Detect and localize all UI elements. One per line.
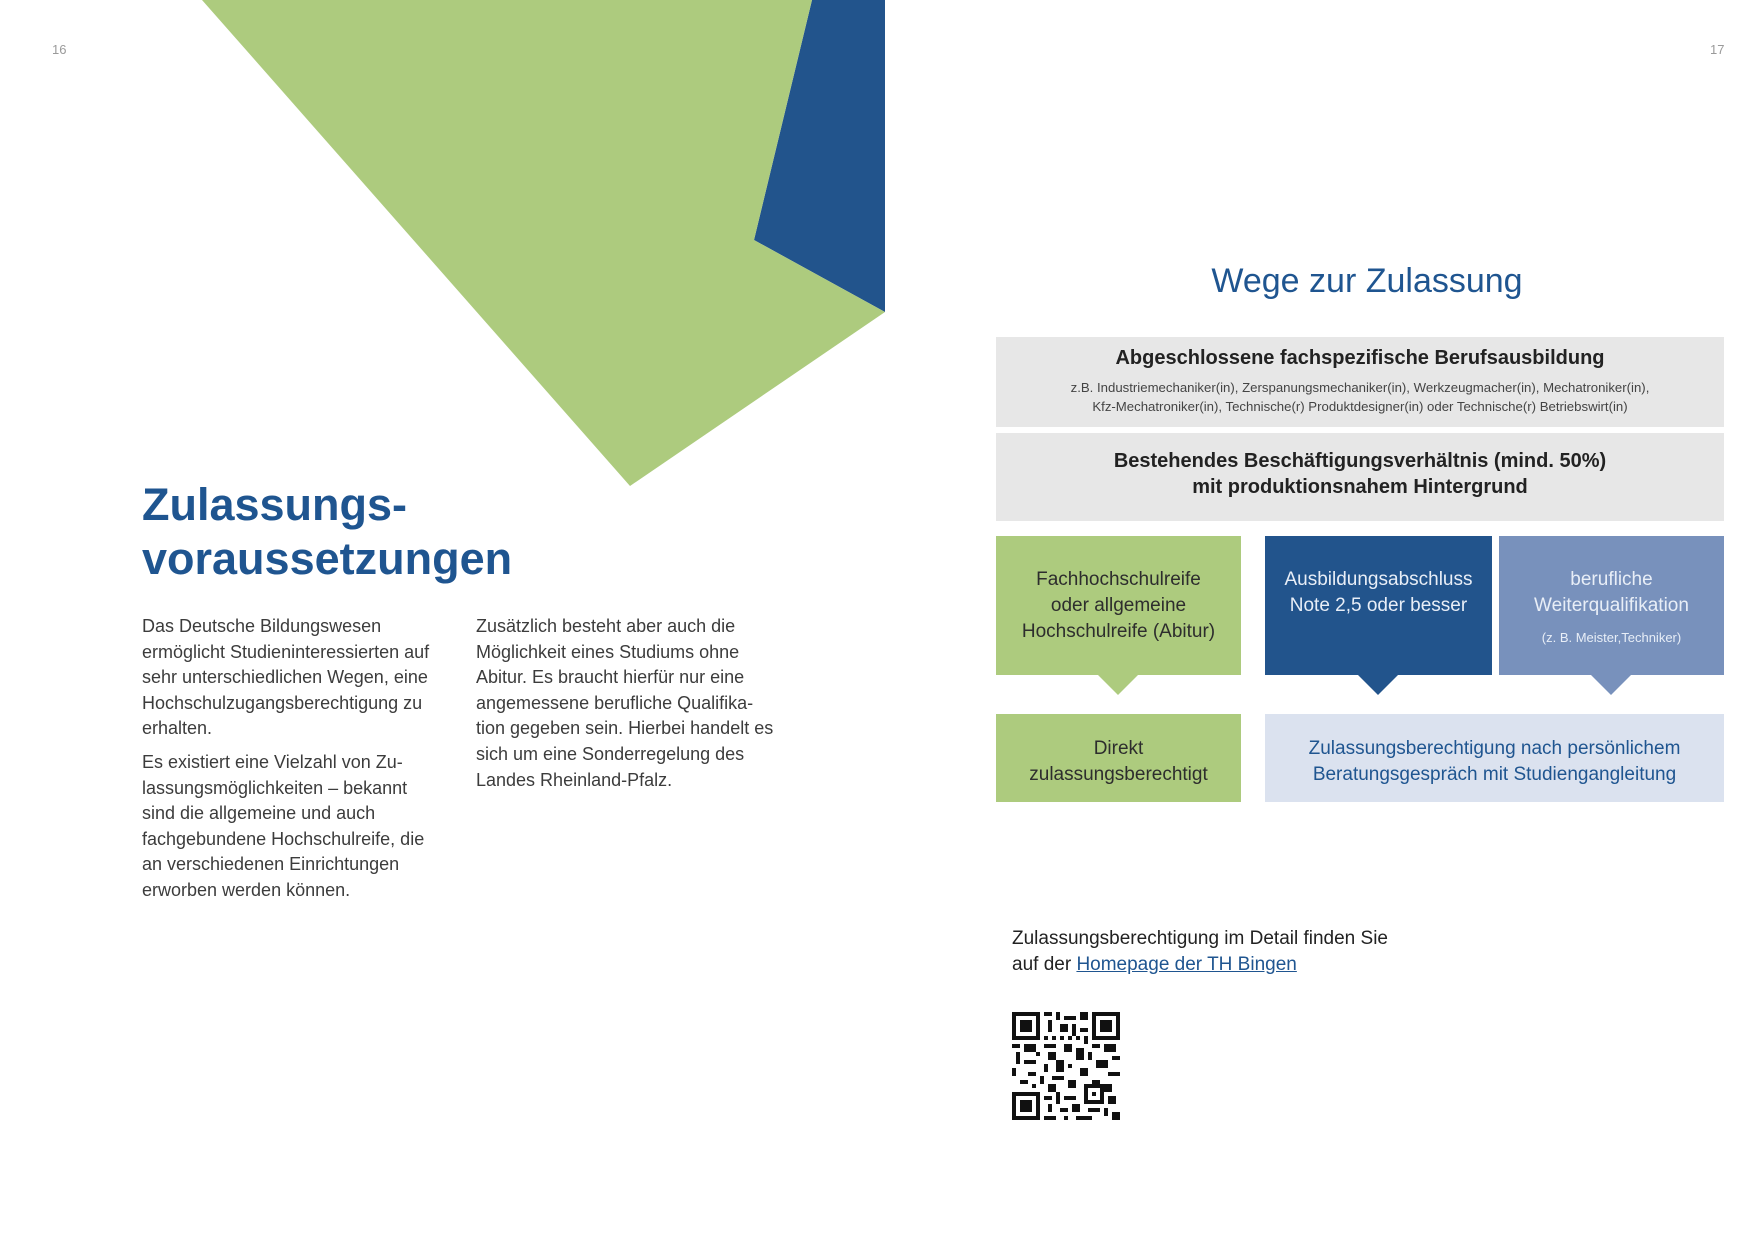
homepage-link[interactable]: Homepage der TH Bingen [1076, 954, 1297, 975]
box-title: Abgeschlossene fachspezifische Berufsausbildung [1115, 347, 1605, 369]
text-column-1 [142, 614, 437, 912]
page-number-left: 16 [52, 42, 67, 57]
consultation-admission-box: Zulassungsberechtigung nach persönlichem Beratungsgespräch mit Studiengangleitung [1265, 714, 1724, 802]
section-title: Wege zur Zulassung [1211, 262, 1523, 300]
page-heading [142, 478, 512, 586]
decorative-shapes [0, 0, 890, 490]
heading-line-1: Zulassungs- [142, 479, 408, 530]
text-column-2 [476, 614, 776, 801]
paragraph: Das Deutsche Bildungswesen ermöglicht Studieninteressierten auf sehr unterschiedlichen Wegen, eine Hochschulzugangsberechtigung zu erhalten. [142, 616, 430, 739]
arrow-down-icon [1591, 675, 1631, 695]
paragraph: Es existiert eine Vielzahl von Zulassungsmöglichkeiten – bekannt sind die allgemeine und auch fachgebundene Hochschulreife, die an verschiedenen Einrichtungen erworben werden können. [142, 751, 425, 900]
paragraph: Zusätzlich besteht aber auch die Möglichkeit eines Studiums ohne Abitur. Es braucht hierfür nur eine angemessene berufliche Qualifikation gegeben sein. Hierbei handelt es sich um eine Sonderregelung des Landes Rheinland-Pfalz. [476, 616, 774, 790]
arrow-down-icon [1358, 675, 1398, 695]
training-grade-box: Ausbildungsabschluss Note 2,5 oder besser [1265, 536, 1492, 675]
school-certificate-box: Fachhochschulreife oder allgemeine Hochschulreife (Abitur) [996, 536, 1241, 675]
page-number-right: 17 [1710, 42, 1725, 57]
qr-code[interactable] [1012, 1012, 1120, 1120]
arrow-down-icon [1098, 675, 1138, 695]
direct-admission-box: Direkt zulassungsberechtigt [996, 714, 1241, 802]
further-qualification-box: berufliche Weiterqualifikation (z. B. Meister,Techniker) [1499, 536, 1724, 675]
vocational-training-box [996, 337, 1724, 427]
info-text: Zulassungsberechtigung im Detail finden Sie auf der Homepage der TH Bingen [1012, 928, 1388, 975]
box-examples: z.B. Industriemechaniker(in), Zerspanungsmechaniker(in), Werkzeugmacher(in), Mechatroniker(in), Kfz-Mechatroniker(in), Technische(r) Produktdesigner(in) oder Technische(r) Betriebswirt(in) [1070, 380, 1650, 414]
heading-line-2: voraussetzungen [142, 533, 513, 584]
employment-box: Bestehendes Beschäftigungsverhältnis (mind. 50%) mit produktionsnahem Hintergrund [996, 433, 1724, 521]
